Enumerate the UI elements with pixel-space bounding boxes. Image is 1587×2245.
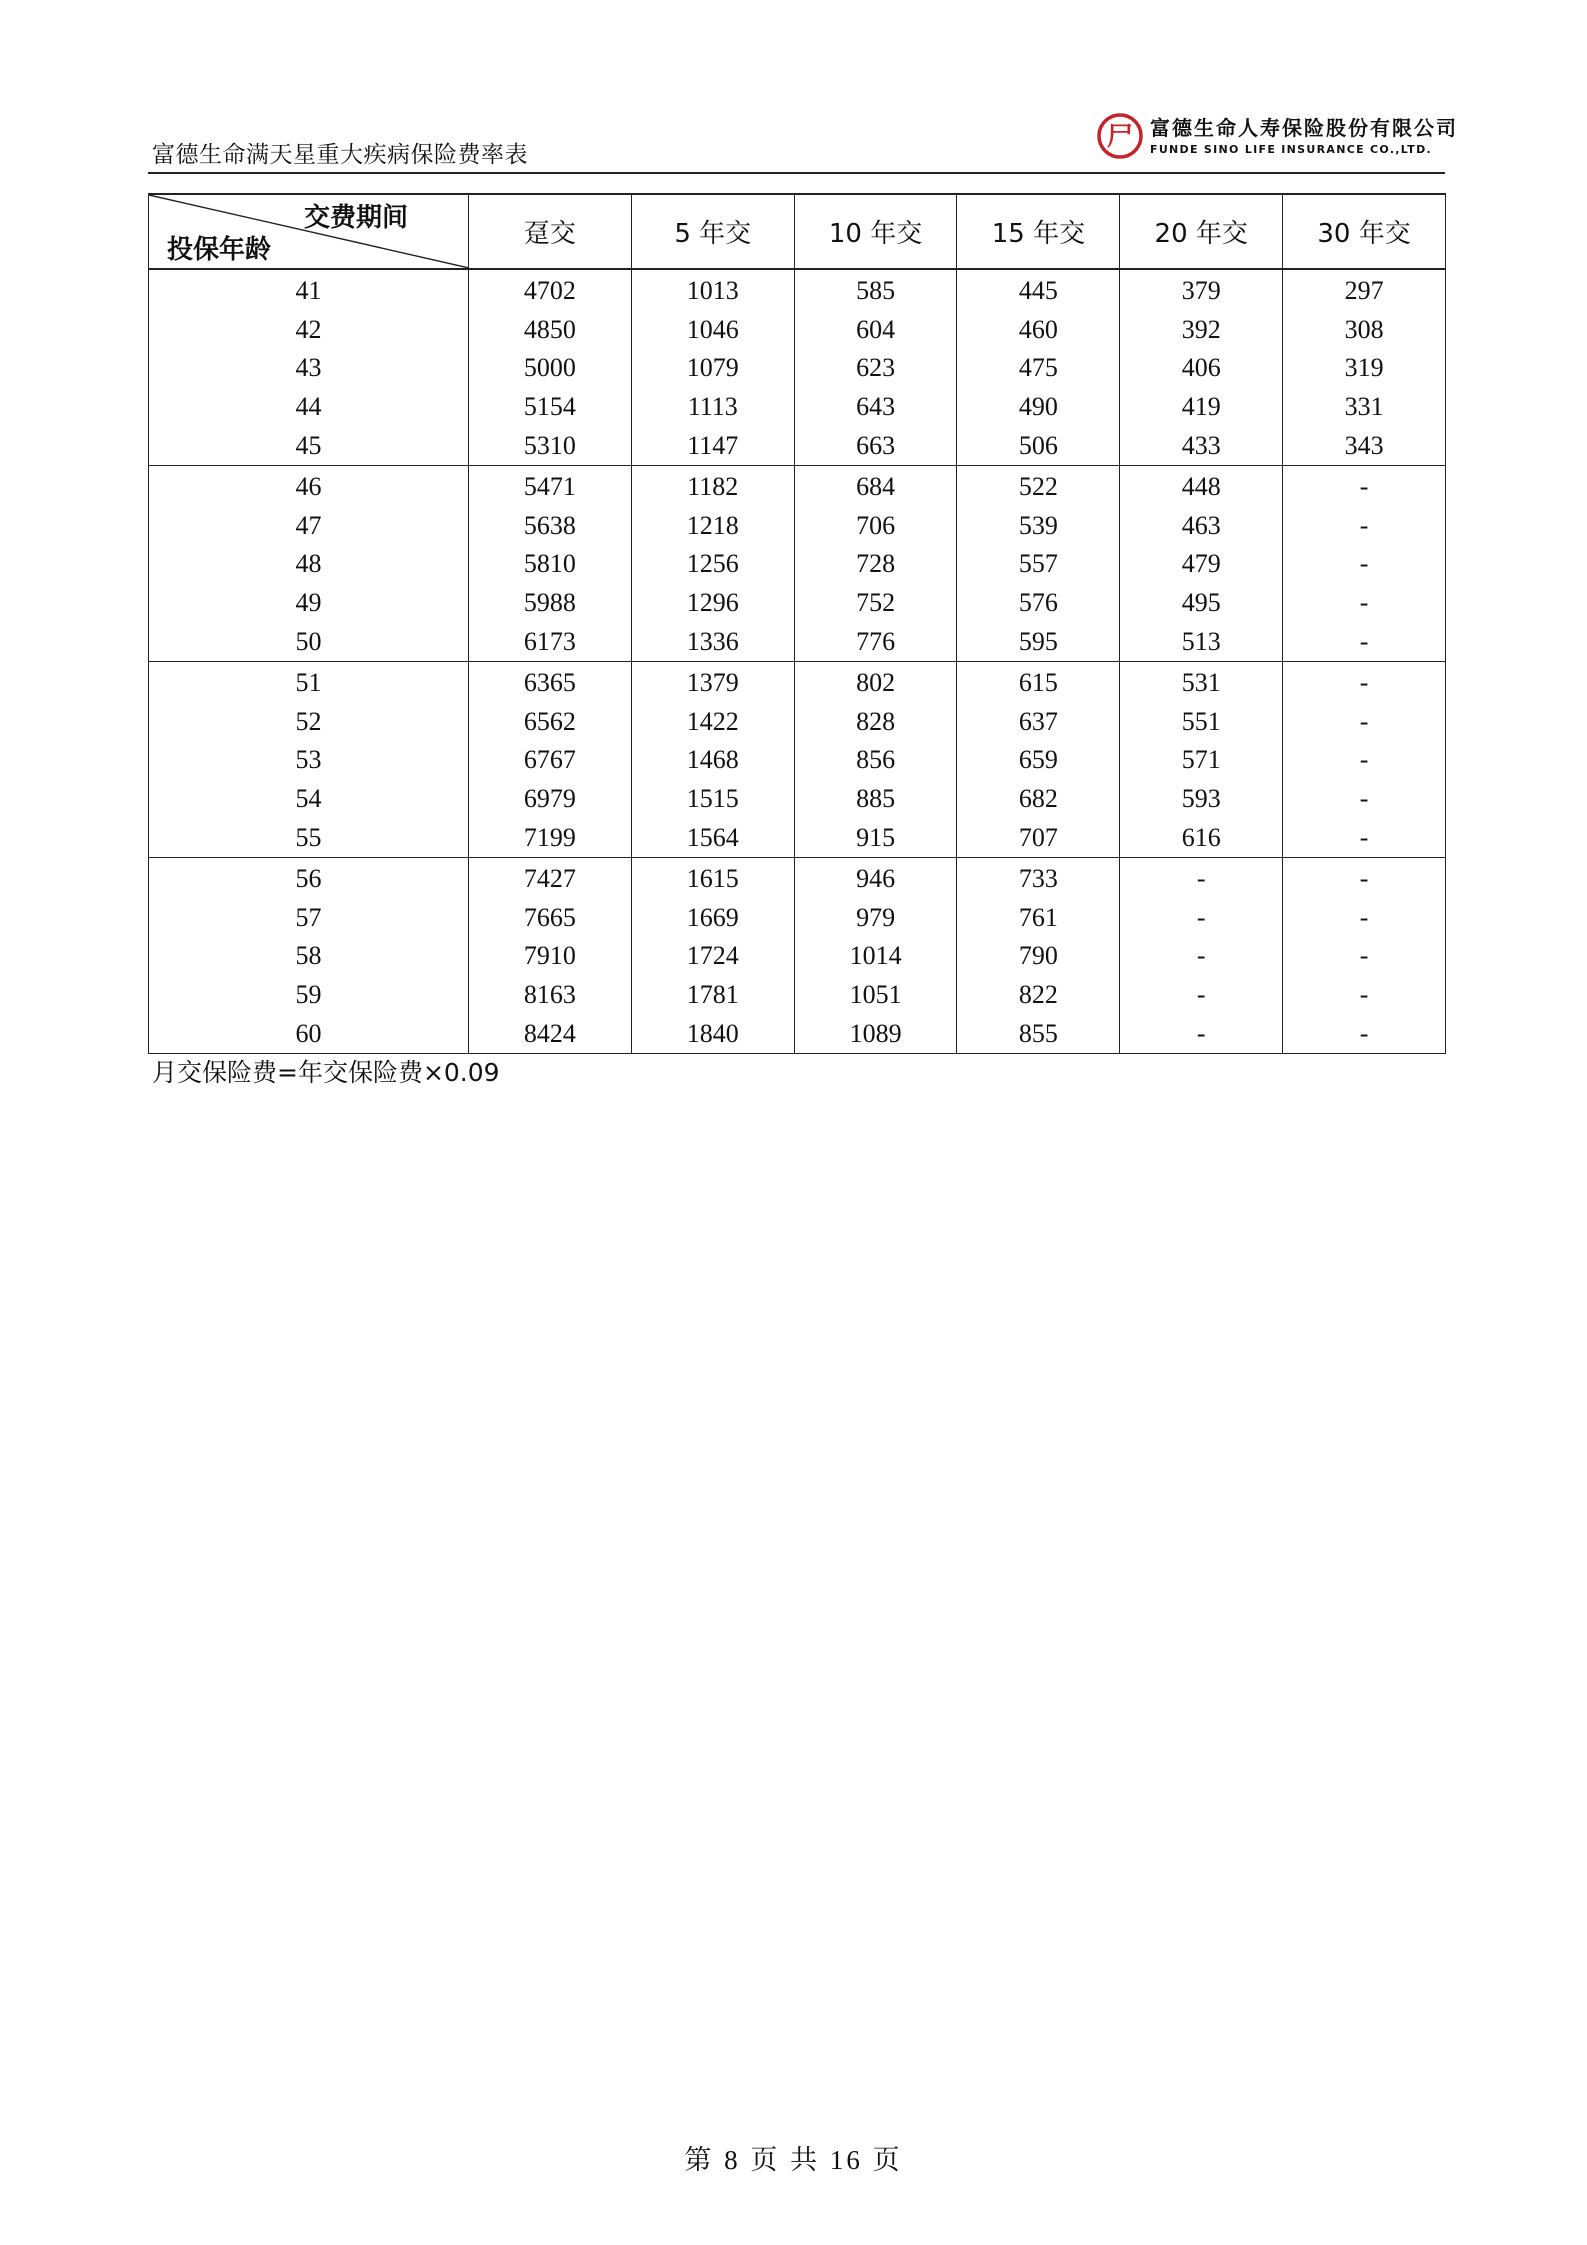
age-cell: 60 [149,1014,469,1053]
premium-cell: - [1283,780,1446,819]
insured-age-label: 投保年龄 [167,235,272,265]
premium-cell: 1379 [631,661,794,702]
premium-cell: 6173 [469,622,632,661]
premium-cell: - [1283,741,1446,780]
premium-cell: 551 [1120,703,1283,742]
premium-cell: 1046 [631,311,794,350]
logo-glyph: 尸 [1106,122,1134,152]
age-group [149,857,1446,1053]
premium-cell: 1781 [631,976,794,1015]
premium-cell: 8163 [469,976,632,1015]
premium-cell: 5310 [469,426,632,465]
premium-cell: 1336 [631,622,794,661]
premium-cell: 615 [957,661,1120,702]
table-row [149,426,1446,465]
premium-cell: 522 [957,465,1120,506]
premium-cell: 319 [1283,349,1446,388]
age-cell: 42 [149,311,469,350]
premium-cell: 8424 [469,1014,632,1053]
table-row [149,507,1446,546]
premium-cell: - [1283,465,1446,506]
table-row [149,780,1446,819]
premium-cell: - [1120,857,1283,898]
premium-cell: 707 [957,818,1120,857]
document-title: 富德生命满天星重大疾病保险费率表 [152,142,528,168]
premium-cell: 643 [794,388,957,427]
premium-cell: - [1283,545,1446,584]
premium-cell: 475 [957,349,1120,388]
premium-cell: 1296 [631,584,794,623]
age-cell: 48 [149,545,469,584]
column-header: 10 年交 [794,194,957,269]
premium-cell: 7427 [469,857,632,898]
premium-cell: 445 [957,269,1120,311]
premium-cell: 5988 [469,584,632,623]
age-cell: 47 [149,507,469,546]
table-row [149,311,1446,350]
premium-cell: - [1283,818,1446,857]
column-header: 趸交 [469,194,632,269]
age-cell: 41 [149,269,469,311]
premium-cell: 1051 [794,976,957,1015]
column-header: 20 年交 [1120,194,1283,269]
premium-cell: 1014 [794,937,957,976]
premium-cell: 513 [1120,622,1283,661]
table-row [149,349,1446,388]
logo-mark-icon [1094,110,1146,162]
premium-cell: 297 [1283,269,1446,311]
premium-cell: 733 [957,857,1120,898]
premium-cell: 946 [794,857,957,898]
premium-cell: 490 [957,388,1120,427]
premium-cell: 557 [957,545,1120,584]
premium-cell: 1615 [631,857,794,898]
premium-cell: 343 [1283,426,1446,465]
premium-cell: 1256 [631,545,794,584]
premium-cell: 6979 [469,780,632,819]
table-row [149,269,1446,311]
premium-cell: - [1120,937,1283,976]
premium-cell: 623 [794,349,957,388]
age-cell: 57 [149,899,469,938]
premium-cell: - [1283,507,1446,546]
table-row [149,741,1446,780]
payment-period-label: 交费期间 [303,203,408,233]
premium-cell: 593 [1120,780,1283,819]
premium-cell: - [1283,976,1446,1015]
premium-cell: 663 [794,426,957,465]
premium-cell: 4850 [469,311,632,350]
premium-cell: - [1120,899,1283,938]
premium-cell: 479 [1120,545,1283,584]
premium-cell: 531 [1120,661,1283,702]
premium-cell: 6562 [469,703,632,742]
premium-cell: 463 [1120,507,1283,546]
premium-cell: 506 [957,426,1120,465]
premium-cell: 7665 [469,899,632,938]
premium-cell: 828 [794,703,957,742]
premium-cell: 1013 [631,269,794,311]
premium-cell: 604 [794,311,957,350]
premium-cell: 706 [794,507,957,546]
age-cell: 51 [149,661,469,702]
premium-cell: 419 [1120,388,1283,427]
premium-cell: 616 [1120,818,1283,857]
age-cell: 59 [149,976,469,1015]
premium-cell: 539 [957,507,1120,546]
page-number: 第 8 页 共 16 页 [684,2145,903,2175]
age-cell: 49 [149,584,469,623]
column-header: 5 年交 [631,194,794,269]
premium-rate-table [148,193,1446,1054]
footnote: 月交保险费=年交保险费×0.09 [152,1058,500,1087]
premium-cell: - [1120,976,1283,1015]
table-row [149,622,1446,661]
premium-cell: 5471 [469,465,632,506]
premium-cell: - [1283,661,1446,702]
age-group [149,661,1446,857]
premium-cell: 585 [794,269,957,311]
premium-cell: - [1283,899,1446,938]
age-cell: 46 [149,465,469,506]
premium-cell: 379 [1120,269,1283,311]
premium-cell: 1218 [631,507,794,546]
header-rule [148,172,1445,174]
column-header: 30 年交 [1283,194,1446,269]
table-row [149,545,1446,584]
premium-cell: 406 [1120,349,1283,388]
premium-cell: - [1283,857,1446,898]
premium-cell: - [1283,584,1446,623]
premium-cell: 637 [957,703,1120,742]
column-header: 15 年交 [957,194,1120,269]
table-header-row [149,194,1446,269]
company-name-cn: 富德生命人寿保险股份有限公司 [1150,116,1458,140]
age-cell: 45 [149,426,469,465]
table-row [149,899,1446,938]
premium-cell: 1840 [631,1014,794,1053]
premium-cell: 495 [1120,584,1283,623]
premium-cell: 5154 [469,388,632,427]
premium-cell: - [1283,937,1446,976]
premium-cell: 331 [1283,388,1446,427]
premium-cell: 392 [1120,311,1283,350]
table-row [149,584,1446,623]
age-cell: 43 [149,349,469,388]
premium-cell: 1564 [631,818,794,857]
premium-cell: 915 [794,818,957,857]
premium-cell: 5638 [469,507,632,546]
table-row [149,976,1446,1015]
table-row [149,661,1446,702]
premium-cell: - [1283,703,1446,742]
premium-cell: 5810 [469,545,632,584]
premium-cell: 885 [794,780,957,819]
company-name-en: FUNDE SINO LIFE INSURANCE CO.,LTD. [1150,143,1432,156]
premium-cell: 684 [794,465,957,506]
age-cell: 44 [149,388,469,427]
premium-cell: 6365 [469,661,632,702]
corner-header [149,194,469,269]
premium-cell: 822 [957,976,1120,1015]
age-group [149,465,1446,661]
premium-cell: 1113 [631,388,794,427]
premium-cell: 433 [1120,426,1283,465]
premium-cell: 6767 [469,741,632,780]
premium-cell: 595 [957,622,1120,661]
table-row [149,818,1446,857]
table-row [149,703,1446,742]
age-cell: 55 [149,818,469,857]
age-cell: 58 [149,937,469,976]
premium-cell: - [1283,1014,1446,1053]
premium-cell: 571 [1120,741,1283,780]
premium-cell: 761 [957,899,1120,938]
premium-cell: 728 [794,545,957,584]
table-row [149,937,1446,976]
premium-cell: 4702 [469,269,632,311]
age-group [149,269,1446,465]
premium-cell: 1147 [631,426,794,465]
premium-cell: 1089 [794,1014,957,1053]
age-cell: 53 [149,741,469,780]
premium-cell: 802 [794,661,957,702]
premium-cell: 659 [957,741,1120,780]
premium-cell: 448 [1120,465,1283,506]
age-cell: 56 [149,857,469,898]
table-row [149,388,1446,427]
age-cell: 50 [149,622,469,661]
premium-cell: - [1120,1014,1283,1053]
premium-cell: 1669 [631,899,794,938]
premium-cell: 790 [957,937,1120,976]
premium-cell: 855 [957,1014,1120,1053]
table-row [149,857,1446,898]
premium-cell: 856 [794,741,957,780]
table-row [149,465,1446,506]
premium-cell: 7199 [469,818,632,857]
age-cell: 52 [149,703,469,742]
premium-cell: 460 [957,311,1120,350]
premium-cell: 1515 [631,780,794,819]
premium-cell: 308 [1283,311,1446,350]
premium-cell: 1079 [631,349,794,388]
premium-cell: 682 [957,780,1120,819]
premium-cell: 776 [794,622,957,661]
premium-cell: - [1283,622,1446,661]
table-row [149,1014,1446,1053]
premium-cell: 576 [957,584,1120,623]
premium-cell: 1468 [631,741,794,780]
age-cell: 54 [149,780,469,819]
premium-cell: 1182 [631,465,794,506]
premium-cell: 7910 [469,937,632,976]
premium-cell: 5000 [469,349,632,388]
premium-cell: 752 [794,584,957,623]
premium-cell: 979 [794,899,957,938]
premium-cell: 1724 [631,937,794,976]
premium-cell: 1422 [631,703,794,742]
